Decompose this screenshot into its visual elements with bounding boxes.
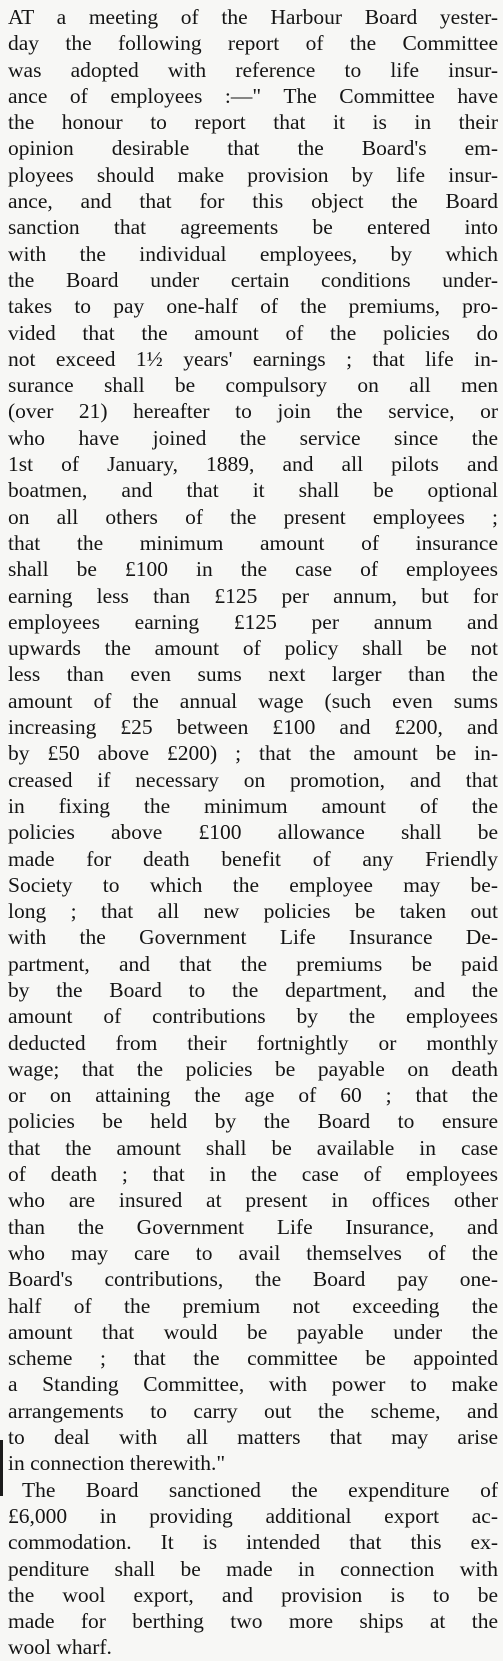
text-line: Society to which the employee may be- bbox=[8, 872, 498, 897]
text-line: with the individual employees, by which bbox=[8, 241, 498, 266]
text-line: increasing £25 between £100 and £200, and bbox=[8, 715, 498, 740]
text-line: by £50 above £200) ; that the amount be in- bbox=[8, 741, 498, 766]
text-line: deducted from their fortnightly or monthly bbox=[8, 1030, 498, 1055]
text-line: ance of employees :—" The Committee have bbox=[8, 83, 498, 108]
text-line: who are insured at present in offices other bbox=[8, 1188, 498, 1213]
text-line: who have joined the service since the bbox=[8, 425, 498, 450]
text-line: earning less than £125 per annum, but for bbox=[8, 583, 498, 608]
text-line: the wool export, and provision is to be bbox=[8, 1582, 498, 1607]
text-line: of death ; that in the case of employees bbox=[8, 1162, 498, 1187]
text-line: than the Government Life Insurance, and bbox=[8, 1214, 498, 1239]
text-line: upwards the amount of policy shall be not bbox=[8, 636, 498, 661]
text-line: long ; that all new policies be taken out bbox=[8, 899, 498, 924]
text-line: takes to pay one-half of the premiums, pro- bbox=[8, 294, 498, 319]
text-line: 1st of January, 1889, and all pilots and bbox=[8, 452, 498, 477]
text-line: Board's contributions, the Board pay one- bbox=[8, 1267, 498, 1292]
text-line: day the following report of the Committee bbox=[8, 31, 498, 56]
text-line: to deal with all matters that may arise bbox=[8, 1425, 498, 1450]
text-line: not exceed 1½ years' earnings ; that life in- bbox=[8, 346, 498, 371]
text-line: scheme ; that the committee be appointed bbox=[8, 1346, 498, 1371]
paragraph-wool-export bbox=[8, 1477, 498, 1661]
text-line: sanction that agreements be entered into bbox=[8, 215, 498, 240]
text-line: less than even sums next larger than the bbox=[8, 662, 498, 687]
text-line: or on attaining the age of 60 ; that the bbox=[8, 1083, 498, 1108]
text-line: arrangements to carry out the scheme, and bbox=[8, 1398, 498, 1423]
text-line: shall be £100 in the case of employees bbox=[8, 557, 498, 582]
text-line: (over 21) hereafter to join the service, or bbox=[8, 399, 498, 424]
paragraph-harbour-board-report bbox=[8, 4, 498, 1477]
text-line: half of the premium not exceeding the bbox=[8, 1293, 498, 1318]
text-line: penditure shall be made in connection with bbox=[8, 1556, 498, 1581]
text-line: the Board under certain conditions under- bbox=[8, 267, 498, 292]
text-line: policies above £100 allowance shall be bbox=[8, 820, 498, 845]
text-line: vided that the amount of the policies do bbox=[8, 320, 498, 345]
text-line: was adopted with reference to life insur- bbox=[8, 57, 498, 82]
text-line: in fixing the minimum amount of the bbox=[8, 793, 498, 818]
text-line: made for death benefit of any Friendly bbox=[8, 846, 498, 871]
text-line: partment, and that the premiums be paid bbox=[8, 951, 498, 976]
text-line: the honour to report that it is in their bbox=[8, 110, 498, 135]
text-line: ance, and that for this object the Board bbox=[8, 189, 498, 214]
text-line: wool wharf. bbox=[8, 1635, 112, 1660]
text-line: on all others of the present employees ; bbox=[8, 504, 498, 529]
text-line: made for berthing two more ships at the bbox=[8, 1609, 498, 1634]
column-rule-mark bbox=[0, 1440, 3, 1496]
text-line: who may care to avail themselves of the bbox=[8, 1240, 498, 1265]
text-line: £6,000 in providing additional export ac- bbox=[8, 1503, 498, 1528]
text-line: employees earning £125 per annum and bbox=[8, 609, 498, 634]
text-line: wage; that the policies be payable on death bbox=[8, 1056, 498, 1081]
text-line: with the Government Life Insurance De- bbox=[8, 925, 498, 950]
text-line: opinion desirable that the Board's em- bbox=[8, 136, 498, 161]
text-line: amount of the annual wage (such even sums bbox=[8, 688, 498, 713]
text-line: surance shall be compulsory on all men bbox=[8, 373, 498, 398]
text-line: by the Board to the department, and the bbox=[8, 977, 498, 1002]
text-line: amount that would be payable under the bbox=[8, 1319, 498, 1344]
text-line: in connection therewith." bbox=[8, 1451, 226, 1476]
text-line: that the minimum amount of insurance bbox=[8, 530, 498, 555]
text-line: creased if necessary on promotion, and that bbox=[8, 767, 498, 792]
text-line: AT a meeting of the Harbour Board yester- bbox=[8, 5, 498, 29]
text-line: commodation. It is intended that this ex- bbox=[8, 1530, 498, 1555]
text-line: policies be held by the Board to ensure bbox=[8, 1109, 498, 1134]
text-line: that the amount shall be available in case bbox=[8, 1135, 498, 1160]
text-line: a Standing Committee, with power to make bbox=[8, 1372, 498, 1397]
text-line: boatmen, and that it shall be optional bbox=[8, 478, 498, 503]
text-line: The Board sanctioned the expenditure of bbox=[22, 1477, 498, 1502]
text-line: ployees should make provision by life insur- bbox=[8, 162, 498, 187]
text-line: amount of contributions by the employees bbox=[8, 1004, 498, 1029]
